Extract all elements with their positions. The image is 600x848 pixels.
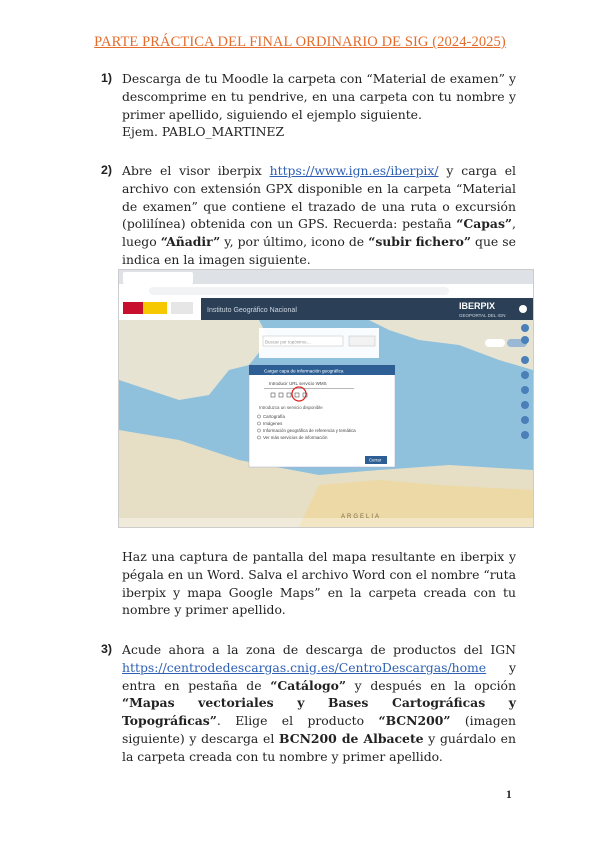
item-number: 2) [101,163,113,177]
item-text [122,162,516,269]
site-header-text: Instituto Geográfico Nacional [207,307,297,314]
bold-text: “Capas” [456,216,513,232]
dialog-option: Cartografía [263,414,285,419]
bold-text: “BCN200” [378,713,451,729]
map-label: ARGELIA [341,514,382,520]
page-number: 1 [506,789,512,801]
item-number: 3) [101,642,113,656]
dialog-subtitle: Introduzca un servicio disponible [259,405,323,410]
text-run: . Elige el producto [216,713,379,729]
text-run: y después en la opción [346,677,516,693]
bold-text: “subir fichero” [368,234,471,250]
text-run: y guárdalo en la carpeta creada con tu nombre y primer apellido. [122,730,516,764]
item-number: 1) [101,71,113,85]
search-placeholder: Buscar por topónimo… [265,339,312,345]
text-run: que se indica en la imagen siguiente. [122,234,516,267]
text-run: y entra en pestaña de [122,659,516,693]
dialog-title: Cargar capa de información geográfica [264,368,344,374]
text-run: Acude ahora a la zona de descarga de productos del IGN [122,642,516,657]
item-text [122,641,516,766]
bold-text: “Mapas vectoriales y Bases Cartográficas y Topográficas” [122,695,516,729]
text-run: , luego [122,216,516,250]
bold-text: “Catálogo” [270,677,347,693]
text-run: y, por último, icono de [220,234,369,250]
text-run: y carga el archivo con extensión GPX disponible en la carpeta “Material de examen” que contiene el trazado de una ruta o excursión (polilínea) obtenida con un GPS. Recuerda: pestaña [122,163,516,232]
document-title: PARTE PRÁCTICA DEL FINAL ORDINARIO DE SIG (2024-2025) [94,34,506,50]
dialog-field: Introducir URL servicio WMS [269,381,327,386]
bold-text: “Añadir” [160,234,221,250]
text-run: Abre el visor iberpix [122,163,270,178]
item-example: Ejem. PABLO_MARTINEZ [122,124,285,140]
bold-text: BCN200 de Albacete [279,730,424,746]
item-paragraph: Descarga de tu Moodle la carpeta con “Material de examen” y descomprime en tu pendrive, en una carpeta con tu nombre y primer apellido, siguiendo el ejemplo siguiente. [122,71,516,122]
item-text: Haz una captura de pantalla del mapa resultante en iberpix y pégala en un Word. Salva el archivo Word con el nombre “ruta iberpix y mapa Google Maps” en la carpeta creada con tu nombre y primer apellido. [122,549,516,618]
iberpix-link[interactable]: https://www.ign.es/iberpix/ [269,163,439,178]
dialog-option: Ver más servicios de información [263,435,328,440]
dialog-option: Información geográfica de referencia y temática [263,428,356,433]
text-run: (imagen siguiente) y descarga el [122,713,516,746]
brand-sub-text: GEOPORTAL DEL IGN [459,313,506,318]
brand-text: IBERPIX [459,301,496,311]
item-text [122,70,516,141]
dialog-option: Imágenes [263,421,283,426]
dialog-button: Cerrar [369,457,382,463]
iberpix-screenshot [118,269,534,528]
descargas-link[interactable]: https://centrodedescargas.cnig.es/CentroDescargas/home [122,659,487,675]
